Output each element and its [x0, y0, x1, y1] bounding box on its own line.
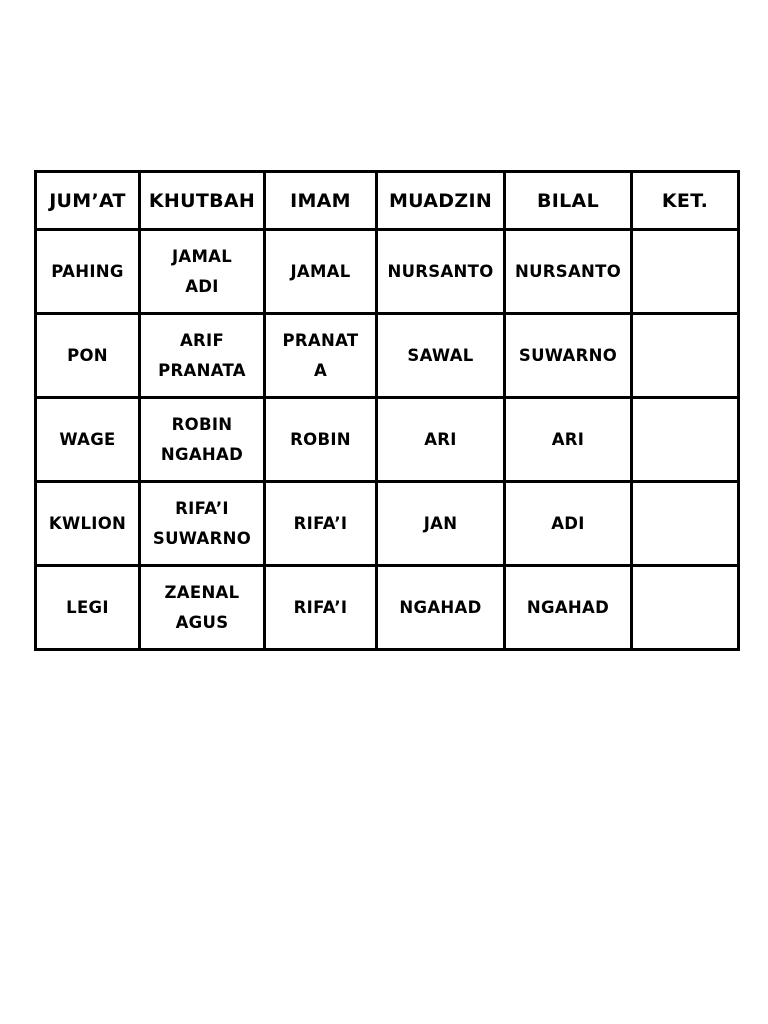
- cell-khutbah-line: ZAENAL: [164, 582, 240, 602]
- cell-khutbah: [140, 398, 265, 482]
- cell-ket: [632, 398, 739, 482]
- header-row: [36, 172, 739, 230]
- cell-ket: [632, 230, 739, 314]
- cell-jumat: PAHING: [36, 230, 140, 314]
- cell-jumat: LEGI: [36, 566, 140, 650]
- header-muadzin: MUADZIN: [377, 172, 505, 230]
- cell-muadzin: NGAHAD: [377, 566, 505, 650]
- cell-khutbah-line: SUWARNO: [152, 528, 252, 548]
- table-row: [36, 482, 739, 566]
- cell-muadzin: JAN: [377, 482, 505, 566]
- friday-prayer-schedule-table: [34, 170, 740, 651]
- cell-imam: [265, 398, 377, 482]
- cell-bilal: NURSANTO: [505, 230, 632, 314]
- cell-imam: [265, 230, 377, 314]
- header-ket: KET.: [632, 172, 739, 230]
- cell-imam-line: A: [313, 360, 328, 380]
- cell-imam-line: RIFA’I: [293, 513, 348, 533]
- cell-khutbah-line: ARIF: [179, 330, 225, 350]
- cell-bilal: ARI: [505, 398, 632, 482]
- cell-imam-line: PRANAT: [282, 330, 359, 350]
- cell-khutbah-line: AGUS: [175, 612, 229, 632]
- table-row: [36, 566, 739, 650]
- table-row: [36, 398, 739, 482]
- cell-bilal: NGAHAD: [505, 566, 632, 650]
- cell-imam-line: JAMAL: [290, 261, 351, 281]
- cell-imam-line: ROBIN: [290, 429, 351, 449]
- cell-khutbah: [140, 314, 265, 398]
- header-bilal: BILAL: [505, 172, 632, 230]
- header-imam: IMAM: [265, 172, 377, 230]
- cell-jumat: PON: [36, 314, 140, 398]
- cell-imam: [265, 482, 377, 566]
- cell-khutbah-line: PRANATA: [158, 360, 246, 380]
- cell-ket: [632, 314, 739, 398]
- cell-ket: [632, 482, 739, 566]
- cell-ket: [632, 566, 739, 650]
- cell-muadzin: SAWAL: [377, 314, 505, 398]
- cell-khutbah-line: RIFA’I: [175, 498, 229, 518]
- cell-jumat: KWLION: [36, 482, 140, 566]
- cell-imam-line: RIFA’I: [293, 597, 348, 617]
- header-khutbah: KHUTBAH: [140, 172, 265, 230]
- cell-khutbah-line: NGAHAD: [160, 444, 244, 464]
- cell-bilal: SUWARNO: [505, 314, 632, 398]
- cell-khutbah-line: ROBIN: [171, 414, 233, 434]
- cell-khutbah: [140, 566, 265, 650]
- cell-bilal: ADI: [505, 482, 632, 566]
- cell-khutbah: [140, 482, 265, 566]
- cell-muadzin: NURSANTO: [377, 230, 505, 314]
- cell-jumat: WAGE: [36, 398, 140, 482]
- header-jumat: JUM’AT: [36, 172, 140, 230]
- cell-imam: [265, 314, 377, 398]
- cell-muadzin: ARI: [377, 398, 505, 482]
- cell-imam: [265, 566, 377, 650]
- table-row: [36, 314, 739, 398]
- cell-khutbah-line: JAMAL: [171, 246, 233, 266]
- table-row: [36, 230, 739, 314]
- cell-khutbah: [140, 230, 265, 314]
- cell-khutbah-line: ADI: [185, 276, 219, 296]
